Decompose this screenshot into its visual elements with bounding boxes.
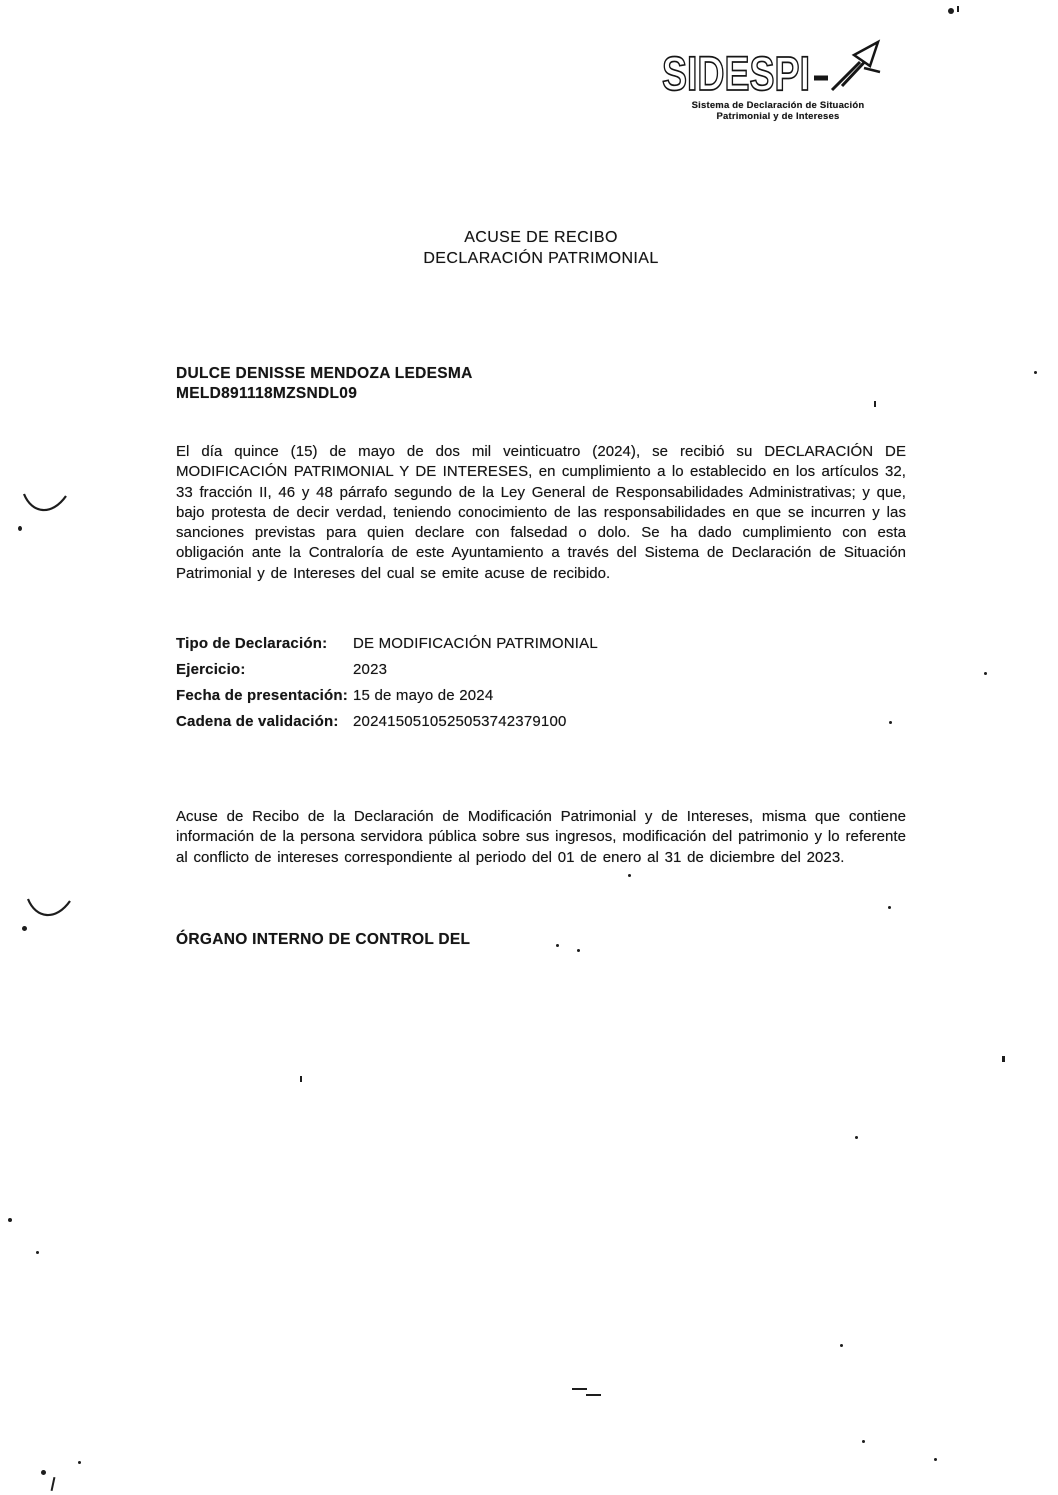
- detail-value: 15 de mayo de 2024: [353, 687, 494, 704]
- logo-subtitle-line2: Patrimonial y de Intereses: [716, 111, 840, 122]
- detail-value: DE MODIFICACIÓN PATRIMONIAL: [353, 635, 598, 652]
- scan-artifact: [300, 1076, 302, 1082]
- detail-value: 2023: [353, 661, 388, 678]
- intro-paragraph: El día quince (15) de mayo de dos mil veinticuatro (2024), se recibió su DECLARACIÓN DE MODIFICACIÓN PATRIMONIAL Y DE INTERESES, en cumplimiento a lo establecido en los artículos 32, 33 fracción II, 46 y 48 párrafo segundo de la Ley General de Responsabilidades Administrativas; y que, bajo protesta de decir verdad, teniendo conocimiento de las responsabilidades en que se incurren y las sanciones previstas para quien declare con falsedad o dolo. Se ha dado cumplimiento con esta obligación ante la Contraloría de este Ayuntamiento a través del Sistema de Declaración de Situación Patrimonial y de Intereses del cual se emite acuse de recibido.: [176, 443, 906, 582]
- detail-row-ejercicio: [176, 657, 776, 683]
- detail-row-fecha: [176, 683, 776, 709]
- summary-paragraph: Acuse de Recibo de la Declaración de Modificación Patrimonial y de Intereses, misma que contiene información de la persona servidora pública sobre sus ingresos, modificación del patrimonio y lo referente al conflicto de intereses correspondiente al periodo del 01 de enero al 31 de diciembre del 2023.: [176, 808, 906, 866]
- sidespi-logo: [656, 38, 900, 122]
- footer-organ-line: ÓRGANO INTERNO DE CONTROL DEL: [176, 931, 471, 948]
- scan-artifact-curve: [20, 488, 70, 522]
- scan-artifact: [628, 874, 631, 877]
- scan-artifact-slash: [51, 1477, 56, 1491]
- scan-artifact: [78, 1461, 81, 1464]
- sidespi-logo-graphic: [658, 38, 898, 100]
- scan-artifact: [957, 6, 959, 12]
- scan-artifact-curve: [24, 893, 74, 927]
- scan-artifact: [888, 906, 891, 909]
- scan-artifact-dash: [586, 1394, 601, 1396]
- logo-wordmark: SIDESPI: [662, 48, 810, 100]
- detail-label: Cadena de validación:: [176, 713, 339, 730]
- scan-artifact: [874, 401, 876, 407]
- detail-label: Ejercicio:: [176, 661, 246, 678]
- scan-artifact: [36, 1251, 39, 1254]
- scan-artifact: [840, 1344, 843, 1347]
- recipient-name: DULCE DENISSE MENDOZA LEDESMA: [176, 365, 473, 382]
- scan-artifact: [556, 944, 559, 947]
- detail-label: Fecha de presentación:: [176, 687, 348, 704]
- scan-artifact: [22, 926, 27, 931]
- detail-row-tipo: [176, 631, 776, 657]
- scan-artifact: [948, 8, 954, 14]
- scan-artifact-dash: [572, 1388, 587, 1390]
- recipient-curp: MELD891118MZSNDL09: [176, 385, 358, 402]
- scan-artifact: [862, 1440, 865, 1443]
- title-line-1: ACUSE DE RECIBO: [464, 229, 618, 246]
- detail-row-cadena: [176, 709, 776, 735]
- scan-artifact: [984, 672, 987, 675]
- scan-artifact: [8, 1218, 12, 1222]
- scan-artifact: [577, 949, 580, 952]
- scan-artifact: [1034, 371, 1037, 374]
- document-title: [176, 227, 906, 269]
- scan-artifact: [855, 1136, 858, 1139]
- logo-arrow-icon: [814, 42, 880, 90]
- recipient-block: [176, 364, 473, 404]
- scan-artifact: [934, 1458, 937, 1461]
- declaration-details: [176, 631, 776, 735]
- scan-artifact: [889, 721, 892, 724]
- scan-artifact: [1002, 1056, 1005, 1062]
- logo-subtitle-line1: Sistema de Declaración de Situación: [691, 100, 865, 111]
- detail-value: 2024150510525053742379100: [353, 713, 567, 730]
- detail-label: Tipo de Declaración:: [176, 635, 328, 652]
- title-line-2: DECLARACIÓN PATRIMONIAL: [423, 250, 659, 267]
- scan-artifact: [18, 526, 22, 531]
- scan-artifact: [41, 1470, 46, 1475]
